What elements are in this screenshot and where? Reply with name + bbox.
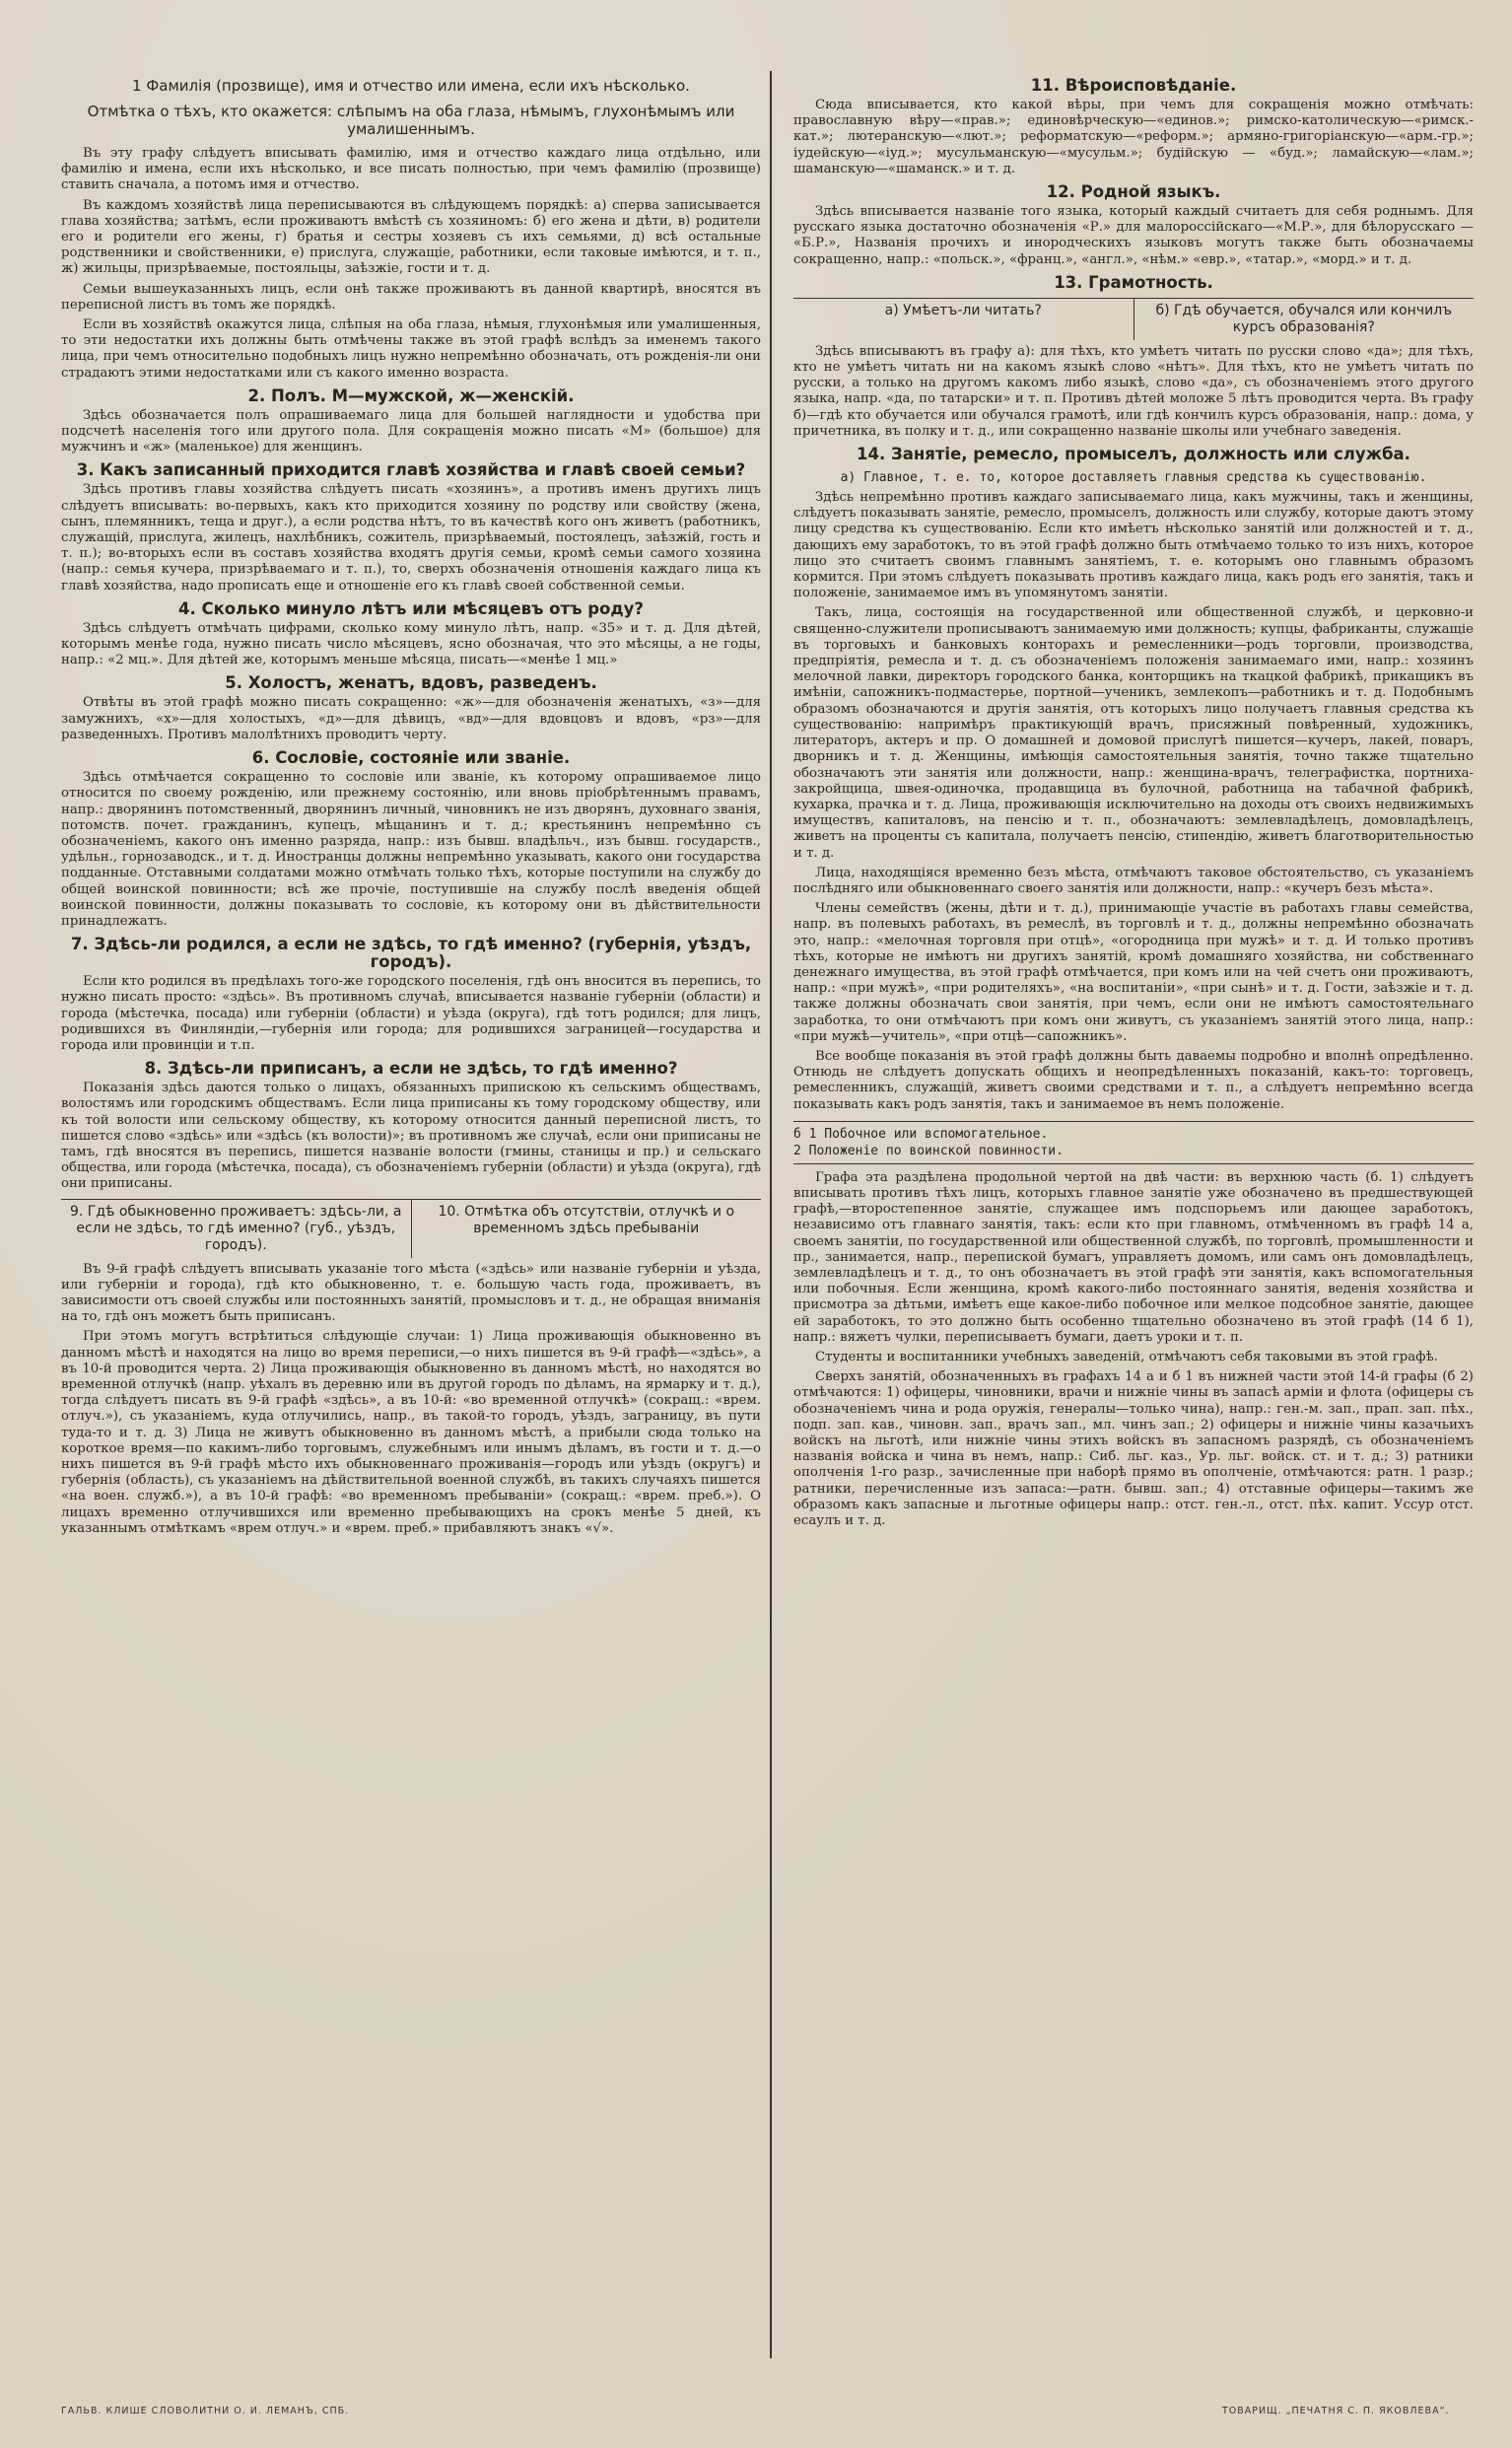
section-14-text: Члены семействъ (жены, дѣти и т. д.), принимающіе участіе въ работахъ главы семейства, напр. въ полевыхъ работахъ, въ ремеслѣ, въ торговлѣ и т. д., должны непремѣнно обозначать это, напр.: «мелочная торговля при отцѣ», «огородница при мужѣ» и т. д. И только противъ тѣхъ, которые не имѣютъ ни другихъ занятій, кромѣ домашняго хозяйства, ни собственнаго денежнаго имущества, въ этой графѣ отмѣчается, при комъ или на чей счетъ они проживаютъ, напр.: «при мужѣ», «при родителяхъ», «на воспитаніи», «при сынѣ» и т. д. Гости, заѣзжіе и т. д. также должны обозначать свои занятія, при чемъ, если они не имѣютъ самостоятельнаго заработка, то они отмѣчаютъ при комъ они живутъ, съ указаніемъ занятій этого лица, напр.: «при мужѣ—учитель», «при отцѣ—сапожникъ». [793,901,1474,1044]
section-14-text: Студенты и воспитанники учебныхъ заведеній, отмѣчаютъ себя таковыми въ этой графѣ. [815,1350,1438,1364]
section-11-title: 11. Вѣроисповѣданіе. [1030,76,1237,95]
section-7-text: Если кто родился въ предѣлахъ того-же городского поселенія, гдѣ онъ вносится въ перепись, то нужно писать просто: «здѣсь». Въ противномъ случаѣ, вписывается названіе губерніи (области) и города (мѣстечка, посада) или губерніи (области) и уѣзда (округа), гдѣ тотъ родился; для лицъ, родившихся въ Финляндіи,—губернія или города; для родившихся заграницей—государства и города или провинціи и т.п. [61,974,761,1053]
section-7 [61,936,761,1054]
section-3-text: Здѣсь противъ главы хозяйства слѣдуетъ писать «хозяинъ», а противъ именъ другихъ лицъ слѣдуетъ вписывать: во-первыхъ, какъ кто приходится хозяину по родству или свойству (жена, сынъ, племянникъ, теща и друг.), а если родства нѣтъ, то въ качествѣ кого онъ живетъ (работникъ, служащій, прислуга, жилецъ, нахлѣбникъ, сожитель, призрѣваемый, постоялецъ, заѣзжій, гость и т. п.); во-вторыхъ если въ составъ хозяйства входятъ другія семьи, кромѣ семьи самого хозяина (напр.: семья кучера, призрѣваемаго и т. п.), то, сверхъ обозначенія отношенія каждаго лица къ главѣ хозяйства, надо прописать еще и отношеніе его къ главѣ своей собственной семьи. [61,482,761,594]
section-11 [793,77,1474,177]
section-12-text: Здѣсь вписывается названіе того языка, который каждый считаетъ для себя роднымъ. Для русскаго языка достаточно обозначенія «Р.» для малороссійскаго—«М.Р.», для бѣлорусскаго — «Б.Р.», Названія прочихъ и инородческихъ языковъ могутъ также быть обозначаемы сокращенно, напр.: «польск.», «франц.», «англ.», «нѣм.» «евр.», «татар.», «морд.» и т. д. [793,204,1474,267]
section-14-text: Сверхъ занятій, обозначенныхъ въ графахъ 14 а и б 1 въ нижней части этой 14-й графы (б 2) отмѣчаются: 1) офицеры, чиновники, врачи и нижніе чины въ запасѣ арміи и флота (офицеры съ обозначеніемъ чина и рода оружія, генералы—только чина), напр.: ген.-м. зап., прап. зап. пѣх., подп. зап. кав., чиновн. зап., врачъ зап., мл. чинъ зап.; 2) офицеры и нижніе чины казачьихъ войскъ на льготѣ, или нижніе чины этихъ войскъ въ запасномъ разрядѣ, съ обозначеніемъ названія войска и чина въ немъ, напр.: Сиб. льг. каз., Ур. льг. войск. ст. и т. д.; 3) ратники ополченія 1-го разр., зачисленные при наборѣ прямо въ ополченіе, отмѣчаются: ратн. 1 разр.; ратники, перечисленные изъ запаса:—ратн. бывш. зап.; 4) отставные офицеры—такимъ же образомъ какъ запасные и льготные офицеры напр.: отст. ген.-л., отст. пѣх. капит. Уссур отст. есаулъ и т. д. [793,1369,1474,1529]
section-14b1-label: б 1 Побочное или вспомогательное. [793,1126,1049,1142]
section-3 [61,461,761,594]
section-4 [61,600,761,669]
section-12-title: 12. Родной языкъ. [1046,182,1221,202]
section-12 [793,183,1474,268]
section-14-text: Здѣсь непремѣнно противъ каждаго записываемаго лица, какъ мужчины, такъ и женщины, слѣдуетъ показывать занятіе, ремесло, промыселъ, должность или службу, которые даютъ этому лицу средства къ существованію. Если кто имѣетъ нѣсколько занятій или должностей и т. д., дающихъ ему заработокъ, то въ этой графѣ должно быть отмѣчаемо только то изъ нихъ, которое лицо это считаетъ своимъ главнымъ занятіемъ, т. е. которымъ оно главнымъ образомъ кормится. При этомъ слѣдуетъ показывать противъ каждаго лица, какъ родъ его занятія, такъ и положеніе, занимаемое имъ въ упомянутомъ занятіи. [793,490,1474,601]
section-8 [61,1060,761,1192]
section-5 [61,674,761,743]
section-1-text: Семьи вышеуказанныхъ лицъ, если онѣ также проживаютъ въ данной квартирѣ, вносятся въ переписной листъ въ томъ же порядкѣ. [61,281,761,313]
section-11-text: Сюда вписывается, кто какой вѣры, при чемъ для сокращенія можно отмѣчать: православную вѣру—«прав.»; единовѣрческую—«единов.»; римско-католическую—«римск.-кат.»; лютеранскую—«лют.»; реформатскую—«реформ.»; армяно-григоріанскую—«арм.-гр.»; іудейскую—«іуд.»; мусульманскую—«мусульм.»; будійскую — «буд.»; ламайскую—«лам.»; шаманскую—«шаманск.» и т. д. [793,98,1474,176]
section-6-text: Здѣсь отмѣчается сокращенно то сословіе или званіе, къ которому опрашиваемое лицо относится по своему рожденію, или прежнему состоянію, или вновь пріобрѣтеннымъ правамъ, напр.: дворянинъ потомственный, дворянинъ личный, чиновникъ не изъ дворянъ, духовнаго званія, потомств. почет. гражданинъ, купецъ, мѣщанинъ и т. д.; крестьянинъ непремѣнно съ обозначеніемъ, какого онъ именно разряда, напр.: изъ бывш. владѣльч., изъ бывш. государств., удѣльн., горнозаводск., и т. д. Иностранцы должны непремѣнно указывать, какого они государства подданные. Отставными солдатами можно отмѣчать только тѣхъ, которые поступили на службу до общей воинской повинности; всѣ же прочіе, поступившіе на службу послѣ введенія общей воинской повинности, должны показывать то сословіе, къ которому они въ дѣйствительности принадлежатъ. [61,770,761,929]
section-14 [793,446,1474,1529]
section-6-title: 6. Сословіе, состояніе или званіе. [251,748,571,768]
footer-left-imprint: ГАЛЬВ. КЛИШЕ СЛОВОЛИТНИ О. И. ЛЕМАНЪ, СПБ. [61,2406,350,2416]
section-14-text: Графа эта раздѣлена продольной чертой на двѣ части: въ верхнюю часть (б. 1) слѣдуетъ вписывать противъ тѣхъ лицъ, которыхъ главное занятіе уже обозначено въ предшествующей графѣ,—второстепенное занятіе, служащее имъ подспорьемъ или дающее заработокъ, независимо отъ главнаго занятія, такъ: если кто при главномъ, отмѣченномъ въ графѣ 14 а, своемъ занятіи, по государственной или общественной службѣ, по торговлѣ, промышленности и пр., занимается, напр., перепиской бумагъ, управляетъ домомъ, или самъ онъ домовладѣлецъ, землевладѣлецъ и т. д., то онъ обозначаетъ въ этой графѣ эти занятія, какъ вспомогательныя или побочныя. Если женщина, кромѣ какого-либо постояннаго занятія, веденія хозяйства и присмотра за дѣтьми, имѣетъ еще какое-либо побочное или мелкое подсобное занятіе, дающее ей заработокъ, то это должно быть особенно тщательно обозначено въ этой графѣ (14 б 1), напр.: вяжетъ чулки, переписываетъ бумаги, даетъ уроки и т. п. [793,1169,1474,1345]
section-8-text: Показанія здѣсь даются только о лицахъ, обязанныхъ припискою къ сельскимъ обществамъ, волостямъ или городскимъ обществамъ. Если лица приписаны къ тому городскому обществу, или къ той волости или сельскому обществу, къ которому относится данный переписной листъ, то пишется слово «здѣсь» или «здѣсь (къ волости)»; въ противномъ же случаѣ, если они приписаны не тамъ, гдѣ вносятся въ перепись, пишется названіе волости (гмины, станицы и пр.) и сельскаго общества, или города (мѣстечка, посада), съ обозначеніемъ губерніи (области) и уѣзда (округа), гдѣ они приписаны. [61,1081,761,1192]
section-9-title: 9. Гдѣ обыкновенно проживаетъ: здѣсь-ли, а если не здѣсь, то гдѣ именно? (губ., уѣздъ, городъ). [61,1200,412,1258]
section-10-title: 10. Отмѣтка объ отсутствіи, отлучкѣ и о временномъ здѣсь пребываніи [438,1203,735,1236]
section-1-subtitle: Отмѣтка о тѣхъ, кто окажется: слѣпымъ на оба глаза, нѣмымъ, глухонѣмымъ или умалишеннымъ. [87,103,735,138]
section-2-text: Здѣсь обозначается полъ опрашиваемаго лица для большей наглядности и удобства при подсчетѣ населенія того или другого пола. Для сокращенія можно писать «М» (большое) для мужчинъ и «ж» (маленькое) для женщинъ. [61,407,761,455]
section-1-text: Въ каждомъ хозяйствѣ лица переписываются въ слѣдующемъ порядкѣ: а) сперва записывается глава хозяйства; затѣмъ, если проживаютъ вмѣстѣ съ хозяиномъ: б) его жена и дѣти, в) родители его и родители его жены, г) братья и сестры хозяевъ съ ихъ семьями, д) всѣ остальные родственники и свойственники, е) прислуга, служащіе, работники, если таковые имѣются, и т. п., ж) жильцы, призрѣваемые, постояльцы, заѣзжіе, гости и т. д. [61,197,761,277]
section-8-title: 8. Здѣсь-ли приписанъ, а если не здѣсь, то гдѣ именно? [144,1059,678,1079]
left-column [61,71,761,1543]
right-column [793,71,1474,1535]
section-5-title: 5. Холостъ, женатъ, вдовъ, разведенъ. [225,673,597,693]
section-4-title: 4. Сколько минуло лѣтъ или мѣсяцевъ отъ роду? [177,598,645,618]
column-divider [770,71,772,2358]
section-13-a: а) Умѣетъ-ли читать? [793,299,1134,340]
section-14-text: Такъ, лица, состоящія на государственной или общественной службѣ, и церковно-и священно-служители прописываютъ занимаемую ими должность; купцы, фабриканты, служащіе въ торговыхъ и банковыхъ конторахъ и ремесленники—родъ торговли, производства, предпріятія, ремесла и т. д. съ обозначеніемъ положенія занимаемаго ими, напр.: хозяинъ мелочной лавки, директоръ городского банка, конторщикъ на ткацкой фабрикѣ, прикащикъ въ имѣніи, сапожникъ-подмастерье, портной—ученикъ, землекопъ—работникъ и т. д. Подобнымъ образомъ обозначаются и другія занятія, отъ которыхъ лицо получаетъ главныя средства къ существованію: напримѣръ практикующій врачъ, присяжный повѣренный, художникъ, литераторъ, актеръ и пр. О домашней и домовой прислугѣ пишется—кучеръ, лакей, поваръ, дворникъ и т. д. Женщины, имѣющія самостоятельныя занятія, точно также тщательно обозначаютъ эти занятія или должности, напр.: женщина-врачъ, телеграфистка, портниха-закройщица, швея-одиночка, продавщица въ булочной, работница на табачной фабрикѣ, кухарка, прачка и т. д. Лица, проживающія исключительно на доходы отъ своихъ недвижимыхъ имуществъ, капиталовъ, на пенсію и т. п., обозначаютъ: землевладѣлецъ, домовладѣлецъ, живетъ на проценты съ капитала, получаетъ пенсію, стипендію, живетъ благотворительностью и т. д. [793,605,1474,861]
section-13-title: 13. Грамотность. [1054,272,1213,292]
section-9-10-text: При этомъ могутъ встрѣтиться слѣдующіе случаи: 1) Лица проживающія обыкновенно въ данномъ мѣстѣ и находятся на лицо во время переписи,—о нихъ пишется въ 9-й графѣ—«здѣсь», а въ 10-й проводится черта. 2) Лица проживающія обыкновенно въ данномъ мѣстѣ, но находятся во временной отлучкѣ (напр. уѣхалъ въ деревню или въ другой городъ по дѣламъ, на ярмарку и т. д.), тогда слѣдуетъ писать въ 9-й графѣ «здѣсь», а въ 10-й: «во временной отлучкѣ» (сокращ.: «врем. отлуч.»), съ указаніемъ, куда отлучились, напр., въ такой-то городъ, уѣздъ, заграницу, въ пути туда-то и т. д. 3) Лица не живутъ обыкновенно въ данномъ мѣстѣ, а прибыли сюда только на короткое время—по какимъ-либо торговымъ, служебнымъ или инымъ дѣламъ, въ гости и т. д.—о нихъ пишется въ 9-й графѣ мѣсто ихъ обыкновеннаго проживанія—городъ или уѣздъ (округъ) и губернія (область), съ указаніемъ на дѣйствительной военной службѣ, въ такихъ случаяхъ пишется «на воен. служб.»), а въ 10-й графѣ: «во временномъ пребываніи» (сокращ.: «врем. преб.»). О лицахъ временно отлучившихся или временно пребывающихъ на срокъ менѣе 5 дней, къ указаннымъ отмѣткамъ «врем отлуч.» и «врем. преб.» прибавляютъ знакъ «√». [61,1329,761,1536]
section-7-title: 7. Здѣсь-ли родился, а если не здѣсь, то гдѣ именно? (губернія, уѣздъ, городъ). [70,935,752,972]
section-4-text: Здѣсь слѣдуетъ отмѣчать цифрами, сколько кому минуло лѣтъ, напр. «35» и т. д. Для дѣтей, которымъ менѣе года, нужно писать число мѣсяцевъ, ясно обозначая, что это мѣсяцы, а не годы, напр.: «2 мц.». Для дѣтей же, которымъ меньше мѣсяца, писать—«менѣе 1 мц.» [61,620,761,668]
section-13-text: Здѣсь вписываютъ въ графу а): для тѣхъ, кто умѣетъ читать по русски слово «да»; для тѣхъ, кто не умѣетъ читать ни на какомъ языкѣ слово «нѣтъ». Для тѣхъ, кто не умѣетъ читать по русски, а только на другомъ какомъ либо языкѣ, слово «да», съ обозначеніемъ этого другого языка, напр. «да, по татарски» и т. п. Противъ дѣтей моложе 5 лѣтъ проводится черта. Въ графу б)—гдѣ кто обучается или обучался грамотѣ, или гдѣ кончилъ курсъ образованія, напр.: дома, у причетника, въ полку и т. д., или сокращенно названіе школы или учебнаго заведенія. [793,343,1474,439]
footer-right-imprint: ТОВАРИЩ. „ПЕЧАТНЯ С. П. ЯКОВЛЕВА“. [1222,2406,1450,2416]
section-6 [61,749,761,930]
section-5-text: Отвѣты въ этой графѣ можно писать сокращенно: «ж»—для обозначенія женатыхъ, «з»—для замужнихъ, «х»—для холостыхъ, «д»—для дѣвицъ, «вд»—для вдовцовъ и вдовъ, «рз»—для разведенныхъ. Противъ малолѣтнихъ проводитъ черту. [61,695,761,742]
section-14-text: Лица, находящіяся временно безъ мѣста, отмѣчаютъ таковое обстоятельство, съ указаніемъ послѣдняго или обыкновеннаго своего занятія или должности, напр.: «кучеръ безъ мѣста». [793,865,1474,896]
section-2-title: 2. Полъ. М—мужской, ж—женскій. [247,385,575,405]
section-2 [61,387,761,456]
section-9-10-text: Въ 9-й графѣ слѣдуетъ вписывать указаніе того мѣста («здѣсь» или названіе губерніи и уѣзда, или губерніи и города), гдѣ кто обыкновенно, т. е. большую часть года, проживаетъ, въ зависимости отъ своей службы или постоянныхъ занятій, промысловъ и т. д., не обращая вниманія на то, гдѣ онъ можетъ быть приписанъ. [61,1261,761,1325]
section-14-subtitle: а) Главное, т. е. то, которое доставляетъ главныя средства къ существованію. [840,470,1427,486]
section-13 [793,274,1474,440]
section-14b2-label: 2 Положеніе по воинской повинности. [793,1143,1064,1158]
section-3-title: 3. Какъ записанный приходится главѣ хозяйства и главѣ своей семьи? [76,460,746,480]
section-1-title: 1 Фамилія (прозвище), имя и отчество или имена, если ихъ нѣсколько. [132,77,690,95]
section-14b-header [793,1121,1474,1164]
section-14-text: Все вообще показанія въ этой графѣ должны быть даваемы подробно и вполнѣ опредѣленно. Отнюдь не слѣдуетъ допускать общихъ и неопредѣленныхъ показаній, какъ-то: торговецъ, ремесленникъ, служащій, живетъ своими средствами и т. п., а слѣдуетъ непремѣнно всегда показывать какъ родъ занятія, такъ и занимаемое въ немъ положеніе. [793,1048,1474,1112]
section-13-columns [793,298,1474,340]
section-9-10-headers [61,1199,761,1258]
section-1 [61,77,761,382]
section-14-title: 14. Занятіе, ремесло, промыселъ, должность или служба. [857,445,1410,464]
section-1-text: Въ эту графу слѣдуетъ вписывать фамилію, имя и отчество каждаго лица отдѣльно, или фамилію и имена, если ихъ нѣсколько, и все писать полностью, при чемъ фамилію (прозвище) ставить сначала, а потомъ имя и отчество. [61,146,761,193]
section-9-10 [61,1199,761,1537]
section-1-text: Если въ хозяйствѣ окажутся лица, слѣпыя на оба глаза, нѣмыя, глухонѣмыя или умалишенныя, то эти недостатки ихъ должны быть отмѣчены также въ этой графѣ вслѣдъ за именемъ такого лица, при чемъ относительно подобныхъ лицъ нужно непремѣнно обозначать, отъ рожденія-ли они страдаютъ этими недостатками или съ какого именно возраста. [61,317,761,381]
section-13-b: б) Гдѣ обучается, обучался или кончилъ курсъ образованія? [1155,302,1453,335]
